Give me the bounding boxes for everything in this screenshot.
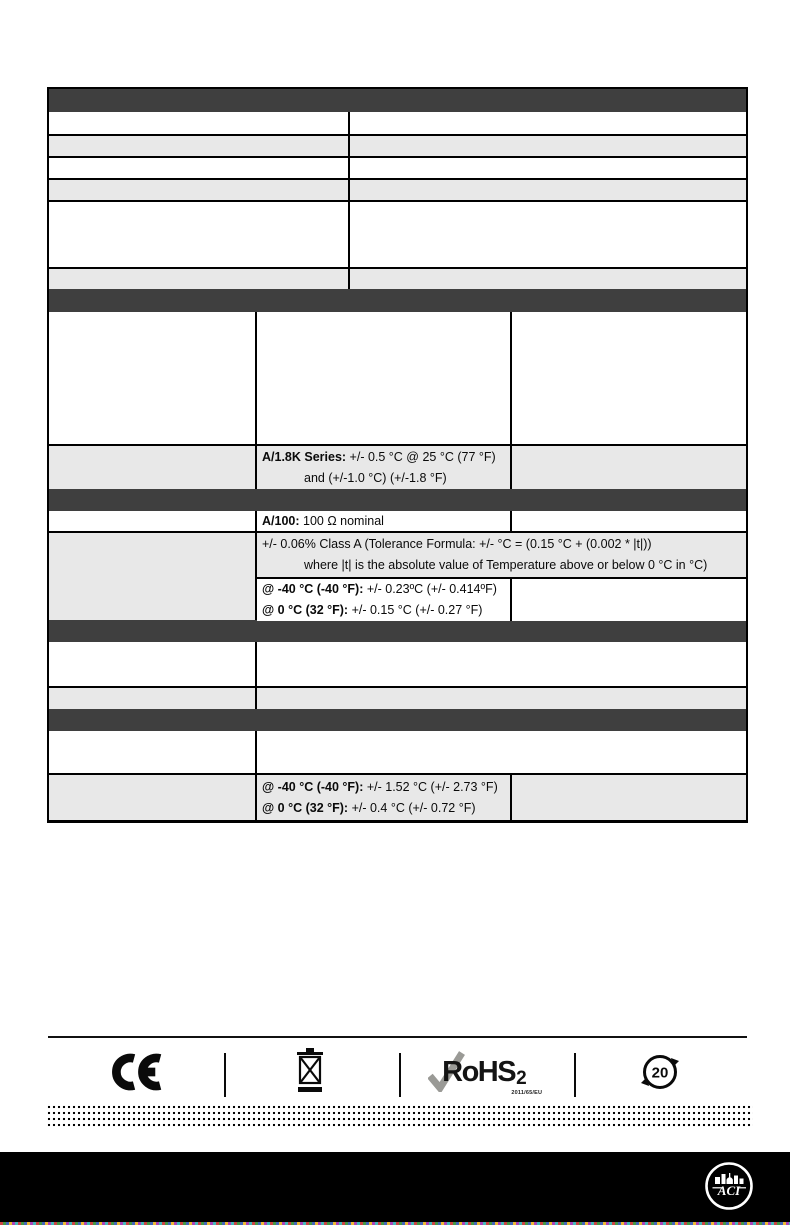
series-accuracy-line1: @ -40 °C (-40 °F): +/- 1.52 °C (+/- 2.73 °F)	[262, 779, 498, 794]
spec-label-cell	[49, 136, 348, 156]
cert-separator	[399, 1053, 401, 1097]
spec-value-cell	[348, 136, 746, 156]
table-row	[49, 511, 746, 531]
aci-logo	[704, 1161, 754, 1211]
accuracy-1-8k-line1: A/1.8K Series: +/- 0.5 °C @ 25 °C (77 °F)	[262, 449, 496, 464]
spec-table	[47, 87, 748, 823]
table-row	[49, 200, 746, 267]
spec-value-cell	[510, 446, 746, 489]
spec-value-cell	[348, 158, 746, 178]
table-row	[49, 731, 746, 773]
certification-logos-row	[47, 1046, 748, 1098]
spec-label-cell	[49, 312, 255, 444]
cert-separator	[574, 1053, 576, 1097]
series-accuracy-cell	[255, 775, 510, 820]
table-row	[49, 444, 746, 489]
spec-label-cell	[49, 731, 255, 773]
spec-value-cell	[510, 312, 746, 444]
spec-label-cell	[49, 269, 348, 289]
a100-resistance-text: A/100: 100 Ω nominal	[262, 513, 384, 528]
spec-label-cell	[49, 202, 348, 267]
china-rohs-20-icon	[640, 1052, 680, 1092]
spec-value-cell	[255, 731, 746, 773]
table-row	[49, 686, 746, 709]
spec-value-cell	[348, 180, 746, 200]
spec-label-cell	[49, 775, 255, 820]
accuracy-1-8k-cell	[255, 446, 510, 489]
section-header-bar-2	[49, 289, 746, 312]
spec-label-cell	[49, 112, 348, 134]
table-row	[49, 773, 746, 820]
a100-accuracy-line2: @ 0 °C (32 °F): +/- 0.15 °C (+/- 0.27 °F)	[262, 603, 483, 617]
spec-value-cell	[510, 511, 746, 531]
table-row	[257, 577, 746, 621]
table-row	[49, 642, 746, 686]
table-row	[49, 156, 746, 178]
rohs-text: RoHS	[442, 1056, 516, 1088]
spec-value-cell	[348, 269, 746, 289]
spec-label-cell	[49, 180, 348, 200]
table-row	[49, 112, 746, 134]
perforation-dotted-band	[47, 1104, 753, 1128]
spec-label-cell	[49, 511, 255, 531]
spec-value-cell	[348, 202, 746, 267]
spec-label-cell	[49, 688, 255, 709]
weee-bin	[222, 1046, 397, 1098]
spec-value-cell	[510, 579, 746, 621]
rohs2-badge	[398, 1046, 573, 1098]
spec-label-cell	[49, 446, 255, 489]
table-row	[49, 312, 746, 444]
a100-resistance-cell	[255, 511, 510, 531]
section-header-bar-1	[49, 89, 746, 112]
rohs-sub: 2	[516, 1068, 527, 1089]
a100-tolerance-line2: where |t| is the absolute value of Temperature above or below 0 °C in °C)	[304, 558, 708, 572]
ce-mark	[47, 1046, 222, 1098]
footer-bar	[0, 1152, 790, 1225]
spec-value-cell	[348, 112, 746, 134]
table-row	[49, 178, 746, 200]
cert-separator	[224, 1053, 226, 1097]
table-row	[49, 267, 746, 289]
spec-label-cell	[49, 533, 255, 620]
section-header-bar-3	[49, 489, 746, 511]
rohs-directive: 2011/65/EU	[511, 1090, 543, 1096]
spec-value-cell	[255, 642, 746, 686]
spec-value-cell	[510, 775, 746, 820]
section-header-bar-4	[49, 620, 746, 642]
table-row-group	[49, 531, 746, 620]
series-accuracy-line2: @ 0 °C (32 °F): +/- 0.4 °C (+/- 0.72 °F)	[262, 800, 476, 815]
accuracy-1-8k-line2: and (+/-1.0 °C) (+/-1.8 °F)	[304, 470, 447, 485]
spec-value-cell	[255, 312, 510, 444]
a100-tolerance-cell	[257, 533, 746, 577]
a100-tolerance-line1: +/- 0.06% Class A (Tolerance Formula: +/- °C = (0.15 °C + (0.002 * |t|))	[262, 537, 652, 551]
spec-value-cell	[255, 688, 746, 709]
ce-mark-icon	[107, 1052, 163, 1092]
spec-label-cell	[49, 642, 255, 686]
a100-accuracy-line1: @ -40 °C (-40 °F): +/- 0.23ºC (+/- 0.414ºF)	[262, 582, 497, 596]
spec-label-cell	[49, 158, 348, 178]
a100-accuracy-cell	[257, 579, 510, 621]
china-rohs-years-text: 20	[652, 1064, 669, 1082]
table-row	[49, 134, 746, 156]
a100-detail-rows	[255, 533, 746, 620]
china-rohs	[573, 1046, 748, 1098]
divider-rule	[48, 1036, 747, 1038]
aci-logo-text: ACI	[717, 1183, 741, 1198]
section-header-bar-5	[49, 709, 746, 731]
weee-crossed-out-bin-icon	[292, 1048, 328, 1096]
